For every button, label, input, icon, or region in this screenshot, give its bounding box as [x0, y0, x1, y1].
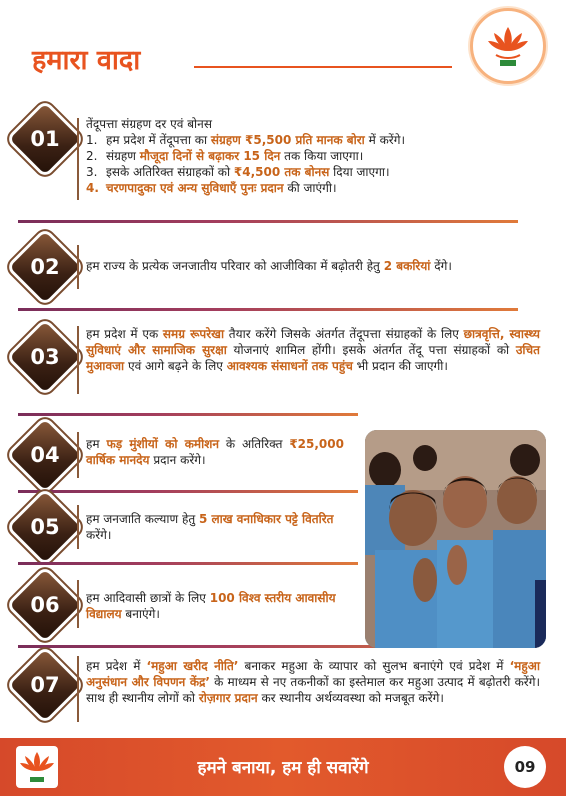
badge-number-02: 02: [30, 255, 60, 279]
section-separator: [18, 220, 518, 223]
divider-bar: [77, 432, 79, 478]
badge-number-01: 01: [30, 127, 60, 151]
section-05-text: हम जनजाति कल्याण हेतु 5 लाख वनाधिकार पट्टे वितरित करेंगे।: [86, 512, 334, 542]
list-item: 3. इसके अतिरिक्त संग्राहकों को ₹4,500 तक बोनस दिया जाएगा।: [86, 165, 390, 179]
section-07-text: हम प्रदेश में ‘महुआ खरीद नीति’ बनाकर महुआ के व्यापार को सुलभ बनाएंगे एवं प्रदेश में ‘महुआ अनुसंधान और विपणन केंद्र’ के माध्यम से नए तकनीकों का इस्तेमाल कर महुआ उत्पाद में बढ़ोतरी करेंगे। साथ ही स्थानीय लोगों को रोज़गार प्रदान कर स्थानीय अर्थव्यवस्था को मजबूत करेंगे।: [86, 659, 540, 705]
list-item: 2. संग्रहण मौजूदा दिनों से बढ़ाकर 15 दिन तक किया जाएगा।: [86, 149, 364, 163]
section-separator: [18, 490, 358, 493]
divider-bar: [77, 656, 79, 722]
section-separator: [18, 562, 358, 565]
badge-number-06: 06: [30, 593, 60, 617]
divider-bar: [77, 505, 79, 549]
page-title: हमारा वादा: [32, 45, 141, 76]
footer-slogan: हमने बनाया, हम ही सवारेंगे: [197, 758, 369, 778]
lotus-icon: [483, 21, 533, 71]
section-01-heading: तेंदूपत्ता संग्रहण दर एवं बोनस: [86, 117, 212, 131]
section-separator: [18, 413, 358, 416]
divider-bar: [77, 118, 79, 200]
section-02-text: हम राज्य के प्रत्येक जनजातीय परिवार को आजीविका में बढ़ोतरी हेतु 2 बकरियां देंगे।: [86, 259, 452, 273]
page-number: 09: [504, 746, 546, 788]
divider-bar: [77, 580, 79, 628]
divider-bar: [77, 245, 79, 289]
section-06-text: हम आदिवासी छात्रों के लिए 100 विश्व स्तरीय आवासीय विद्यालय बनाएंगे।: [86, 591, 336, 621]
section-04-text: हम फड़ मुंशीयों को कमीशन के अतिरिक्त ₹25,000 वार्षिक मानदेय प्रदान करेंगे।: [86, 437, 344, 467]
party-logo: [470, 8, 546, 84]
title-underline: [194, 66, 452, 68]
badge-number-03: 03: [30, 345, 60, 369]
badge-number-04: 04: [30, 443, 60, 467]
section-separator: [18, 308, 518, 311]
badge-number-07: 07: [30, 673, 60, 697]
section-01-list: [86, 132, 526, 196]
list-item: 4. चरणपादुका एवं अन्य सुविधाएँ पुनः प्रदान की जाएंगी।: [86, 181, 337, 195]
badge-number-05: 05: [30, 515, 60, 539]
footer-banner: [0, 738, 566, 796]
list-item: 1. हम प्रदेश में तेंदूपत्ता का संग्रहण ₹5,500 प्रति मानक बोरा में करेंगे।: [86, 133, 406, 147]
section-03-text: हम प्रदेश में एक समग्र रूपरेखा तैयार करेंगे जिसके अंतर्गत तेंदूपत्ता संग्राहकों के लिए छात्रवृत्ति, स्वास्थ्य सुविधाएं और सामाजिक सुरक्षा योजनाएं शामिल होंगी। इसके अंतर्गत तेंदू पत्ता संग्राहकों को उचित मुआवजा एवं आगे बढ़ने के लिए आवश्यक संसाधनों तक पहुंच भी प्रदान की जाएगी।: [86, 327, 540, 373]
divider-bar: [77, 326, 79, 394]
schoolchildren-illustration: [365, 430, 546, 648]
schoolchildren-photo: [365, 430, 546, 648]
section-01-text: [86, 116, 526, 196]
